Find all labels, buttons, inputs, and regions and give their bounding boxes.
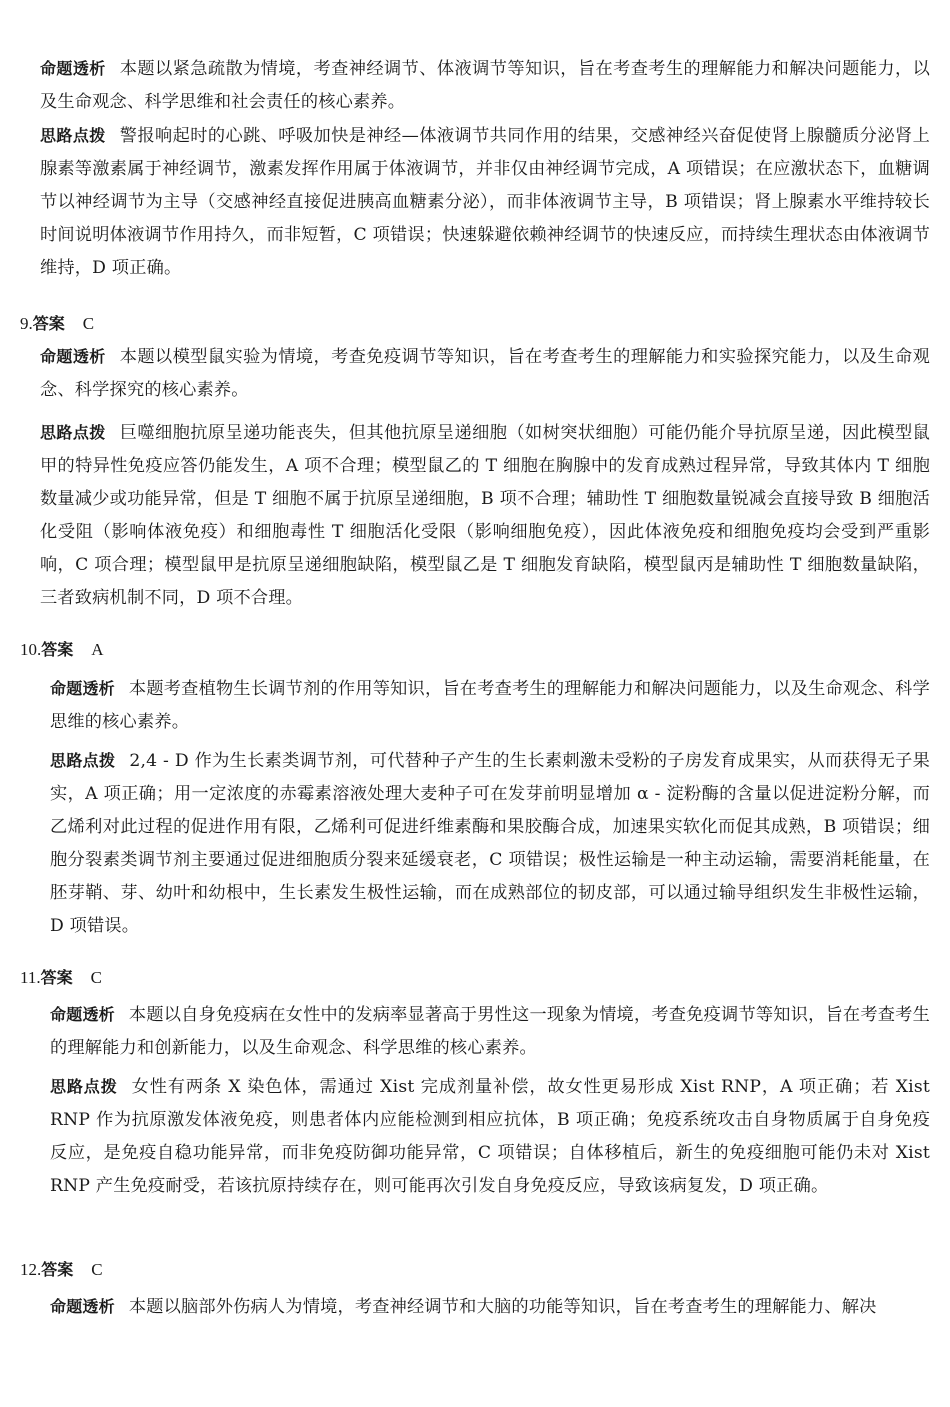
reasoning-paragraph: [50, 1070, 930, 1203]
analysis-label: 命题透析: [50, 679, 115, 698]
analysis-label: 命题透析: [50, 1005, 115, 1024]
answer-line-11: [20, 961, 102, 995]
reasoning-paragraph: [40, 416, 930, 615]
question-number: 10.: [20, 640, 42, 659]
answer-value: C: [90, 968, 102, 987]
answer-line-9: [20, 307, 94, 341]
reasoning-label: 思路点拨: [40, 423, 106, 442]
analysis-label: 命题透析: [40, 347, 106, 366]
analysis-paragraph: [50, 998, 930, 1065]
answer-line-10: [20, 633, 104, 667]
page-bottom-margin: [0, 1330, 950, 1407]
answer-label: 答案: [41, 640, 74, 659]
analysis-label: 命题透析: [50, 1297, 115, 1316]
reasoning-paragraph: [50, 744, 930, 943]
question-number: 12.: [20, 1260, 42, 1279]
reasoning-text: 女性有两条 X 染色体，需通过 Xist 完成剂量补偿，故女性更易形成 Xist RNP，A 项正确；若 Xist RNP 作为抗原激发体液免疫，则患者体内应能检测到相应抗体，B 项正确；免疫系统攻击自身物质属于自身免疫反应，是免疫自稳功能异常，而非免疫防御功能异常，C 项错误；自体移植后，新生的免疫细胞可能仍未对 Xist RNP 产生免疫耐受，若该抗原持续存在，则可能再次引发自身免疫反应，导致该病复发，D 项正确。: [50, 1077, 930, 1196]
answer-label: 答案: [40, 968, 73, 987]
analysis-text: 本题以模型鼠实验为情境，考查免疫调节等知识，旨在考查考生的理解能力和实验探究能力，以及生命观念、科学探究的核心素养。: [40, 347, 930, 400]
answer-value: C: [82, 314, 95, 333]
reasoning-label: 思路点拨: [40, 126, 106, 145]
answer-label: 答案: [32, 314, 65, 333]
analysis-paragraph: [50, 1290, 930, 1324]
analysis-text: 本题考查植物生长调节剂的作用等知识，旨在考查考生的理解能力和解决问题能力，以及生命观念、科学思维的核心素养。: [50, 679, 930, 732]
reasoning-text: 巨噬细胞抗原呈递功能丧失，但其他抗原呈递细胞（如树突状细胞）可能仍能介导抗原呈递，因此模型鼠甲的特异性免疫应答仍能发生，A 项不合理；模型鼠乙的 T 细胞在胸腺中的发育成熟过程异常，导致其体内 T 细胞数量减少或功能异常，但是 T 细胞不属于抗原呈递细胞，B 项不合理；辅助性 T 细胞数量锐减会直接导致 B 细胞活化受阻（影响体液免疫）和细胞毒性 T 细胞活化受限（影响细胞免疫），因此体液免疫和细胞免疫均会受到严重影响，C 项合理；模型鼠甲是抗原呈递细胞缺陷，模型鼠乙是 T 细胞发育缺陷，模型鼠丙是辅助性 T 细胞数量缺陷，三者致病机制不同，D 项不合理。: [40, 423, 930, 608]
answer-line-12: [20, 1253, 103, 1287]
analysis-text: 本题以紧急疏散为情境，考查神经调节、体液调节等知识，旨在考查考生的理解能力和解决问题能力，以及生命观念、科学思维和社会责任的核心素养。: [40, 59, 930, 112]
reasoning-text: 警报响起时的心跳、呼吸加快是神经—体液调节共同作用的结果，交感神经兴奋促使肾上腺髓质分泌肾上腺素等激素属于神经调节，激素发挥作用属于体液调节，并非仅由神经调节完成，A 项错误；在应激状态下，血糖调节以神经调节为主导（交感神经直接促进胰高血糖素分泌），而非体液调节主导，B 项错误；肾上腺素水平维持较长时间说明体液调节作用持久，而非短暂，C 项错误；快速躲避依赖神经调节的快速反应，而持续生理状态由体液调节维持，D 项正确。: [40, 126, 930, 278]
reasoning-label: 思路点拨: [50, 1077, 118, 1096]
analysis-label: 命题透析: [40, 59, 106, 78]
answer-label: 答案: [41, 1260, 74, 1279]
analysis-text: 本题以自身免疫病在女性中的发病率显著高于男性这一现象为情境，考查免疫调节等知识，旨在考查考生的理解能力和创新能力，以及生命观念、科学思维的核心素养。: [50, 1005, 930, 1058]
question-number: 9.: [20, 314, 33, 333]
answer-value: C: [91, 1260, 103, 1279]
reasoning-label: 思路点拨: [50, 751, 116, 770]
analysis-text: 本题以脑部外伤病人为情境，考查神经调节和大脑的功能等知识，旨在考查考生的理解能力、解决: [128, 1297, 877, 1317]
reasoning-paragraph: [40, 119, 930, 285]
answer-value: A: [91, 640, 104, 659]
analysis-paragraph: [40, 52, 930, 119]
analysis-paragraph: [50, 672, 930, 739]
analysis-paragraph: [40, 340, 930, 407]
reasoning-text: 2,4 - D 作为生长素类调节剂，可代替种子产生的生长素刺激未受粉的子房发育成果实，从而获得无子果实，A 项正确；用一定浓度的赤霉素溶液处理大麦种子可在发芽前明显增加 α - 淀粉酶的含量以促进淀粉分解，而乙烯利对此过程的促进作用有限，乙烯利可促进纤维素酶和果胶酶合成，加速果实软化而促其成熟，B 项错误；细胞分裂素类调节剂主要通过促进细胞质分裂来延缓衰老，C 项错误；极性运输是一种主动运输，需要消耗能量，在胚芽鞘、芽、幼叶和幼根中，生长素发生极性运输，而在成熟部位的韧皮部，可以通过输导组织发生非极性运输，D 项错误。: [50, 751, 930, 936]
question-number: 11.: [20, 968, 41, 987]
